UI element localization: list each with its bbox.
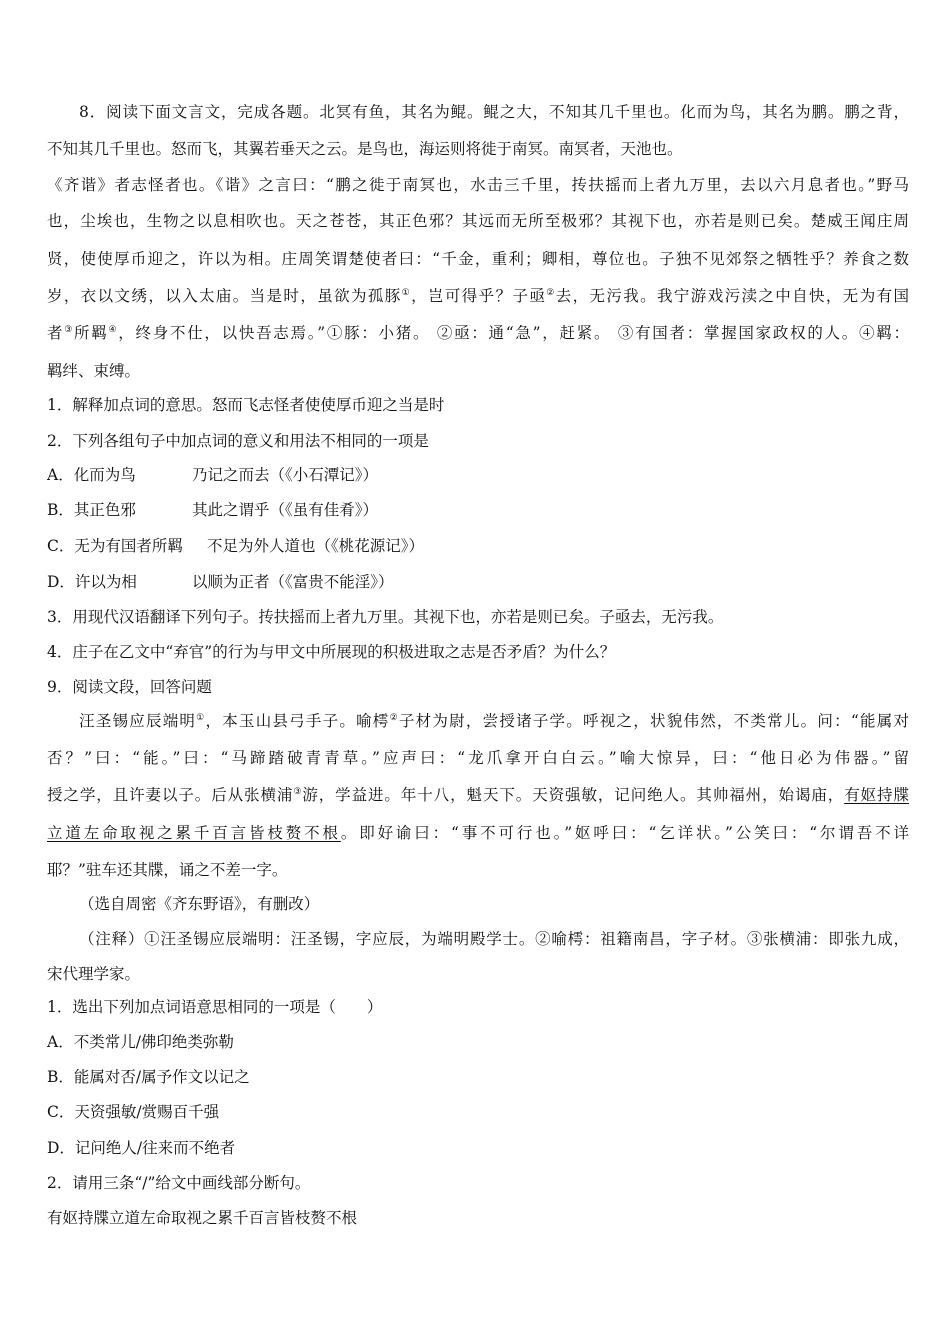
q9-passage-line-3: 授之学，且许妻以子。后从张横浦③游，学益进。年十八，魁天下。天资强敏，记问绝人。其帅福州，始谒庙，有妪持牒	[47, 786, 909, 804]
q8-passage-line-6: 羁绊、束缚。	[47, 362, 141, 380]
q8-intro-line-1: 8．阅读下面文言文，完成各题。北冥有鱼，其名为鲲。鲲之大，不知其几千里也。化而为鸟，其名为鹏。鹏之背，	[79, 103, 909, 121]
q9-subquestion-2-text: 有妪持牒立道左命取视之累千百言皆枝赘不根	[47, 1209, 358, 1227]
q9-option-c: C．天资强敏/赏赐百千强	[47, 1103, 220, 1121]
q8-passage-line-5: 者③所羁④，终身不仕，以快吾志焉。”①豚：小猪。 ②亟：通“急”，赶紧。 ③有国者：掌握国家政权的人。④羁：	[47, 324, 909, 342]
underlined-passage: 立道左命取视之累千百言皆枝赘不根	[47, 824, 341, 842]
q8-passage-line-1: 《齐谐》者志怪者也。《谐》之言曰：“鹏之徙于南冥也，水击三千里，抟扶摇而上者九万里，去以六月息者也。”野马	[47, 176, 909, 194]
q9-title: 9．阅读文段，回答问题	[47, 678, 212, 696]
q8-subquestion-2: 2．下列各组句子中加点词的意义和用法不相同的一项是	[47, 432, 429, 450]
q9-source: （选自周密《齐东野语》，有删改）	[79, 895, 320, 913]
q8-option-c: C．无为有国者所羁 不足为外人道也（《桃花源记》）	[47, 537, 425, 555]
q8-subquestion-1: 1．解释加点词的意思。怒而飞志怪者使使厚币迎之当是时	[47, 396, 445, 414]
q9-subquestion-1: 1．选出下列加点词语意思相同的一项是（ ）	[47, 998, 383, 1016]
q9-subquestion-2: 2．请用三条“/”给文中画线部分断句。	[47, 1174, 311, 1192]
footnote-marker: ①	[401, 287, 412, 298]
q9-passage-line-4: 立道左命取视之累千百言皆枝赘不根。即好谕曰：“事不可行也。”妪呼曰：“乞详状。”公笑曰：“尔谓吾不详	[47, 824, 909, 842]
footnote-marker: ③	[64, 324, 75, 335]
q9-option-b: B．能属对否/属予作文以记之	[47, 1068, 250, 1086]
q9-passage-line-2: 否？”曰：“能。”曰：“马蹄踏破青青草。”应声曰：“龙爪拿开白白云。”喻大惊异，曰：“他日必为伟器。”留	[47, 749, 909, 767]
footnote-marker: ②	[389, 712, 399, 723]
q8-option-a: A．化而为鸟 乃记之而去（《小石潭记》）	[47, 466, 379, 484]
q8-option-d: D．许以为相 以顺为正者（《富贵不能淫》）	[47, 573, 394, 591]
q9-option-d: D．记问绝人/往来而不绝者	[47, 1139, 236, 1157]
footnote-marker: ③	[293, 786, 303, 797]
q8-subquestion-3: 3．用现代汉语翻译下列句子。抟扶摇而上者九万里。其视下也，亦若是则已矣。子亟去，无污我。	[47, 608, 724, 626]
footnote-marker: ④	[108, 324, 119, 335]
q8-passage-line-3: 贤，使使厚币迎之，许以为相。庄周笑谓楚使者曰：“千金，重利；卿相，尊位也。子独不见郊祭之牺牲乎？养食之数	[47, 250, 909, 268]
q9-passage-line-1: 汪圣锡应辰端明①，本玉山县弓手子。喻樗②子材为尉，尝授诸子学。呼视之，状貌伟然，不类常儿。问：“能属对	[79, 712, 909, 730]
footnote-marker: ①	[196, 712, 206, 723]
underlined-passage: 有妪持牒	[844, 786, 909, 804]
q8-intro-line-2: 不知其几千里也。怒而飞，其翼若垂天之云。是鸟也，海运则将徙于南冥。南冥者，天池也。	[47, 140, 683, 158]
q9-note-line-2: 宋代理学家。	[47, 965, 141, 983]
q8-option-b: B．其正色邪 其此之谓乎（《虽有佳肴》）	[47, 501, 379, 519]
q9-option-a: A．不类常儿/佛印绝类弥勒	[47, 1033, 234, 1051]
q9-note-line-1: （注释）①汪圣锡应辰端明：汪圣锡，字应辰，为端明殿学士。②喻樗：祖籍南昌，字子材。③张横浦：即张九成，	[79, 930, 909, 948]
q8-passage-line-2: 也，尘埃也，生物之以息相吹也。天之苍苍，其正色邪？其远而无所至极邪？其视下也，亦若是则已矣。楚威王闻庄周	[47, 212, 909, 230]
footnote-marker: ②	[546, 287, 556, 298]
q8-passage-line-4: 岁，衣以文绣，以入太庙。当是时，虽欲为孤豚①，岂可得乎？子亟②去，无污我。我宁游戏污渎之中自快，无为有国	[47, 287, 909, 305]
q8-subquestion-4: 4．庄子在乙文中“弃官”的行为与甲文中所展现的积极进取之志是否矛盾？为什么？	[47, 643, 616, 661]
q9-passage-line-5: 耶？”驻车还其牒，诵之不差一字。	[47, 861, 288, 879]
